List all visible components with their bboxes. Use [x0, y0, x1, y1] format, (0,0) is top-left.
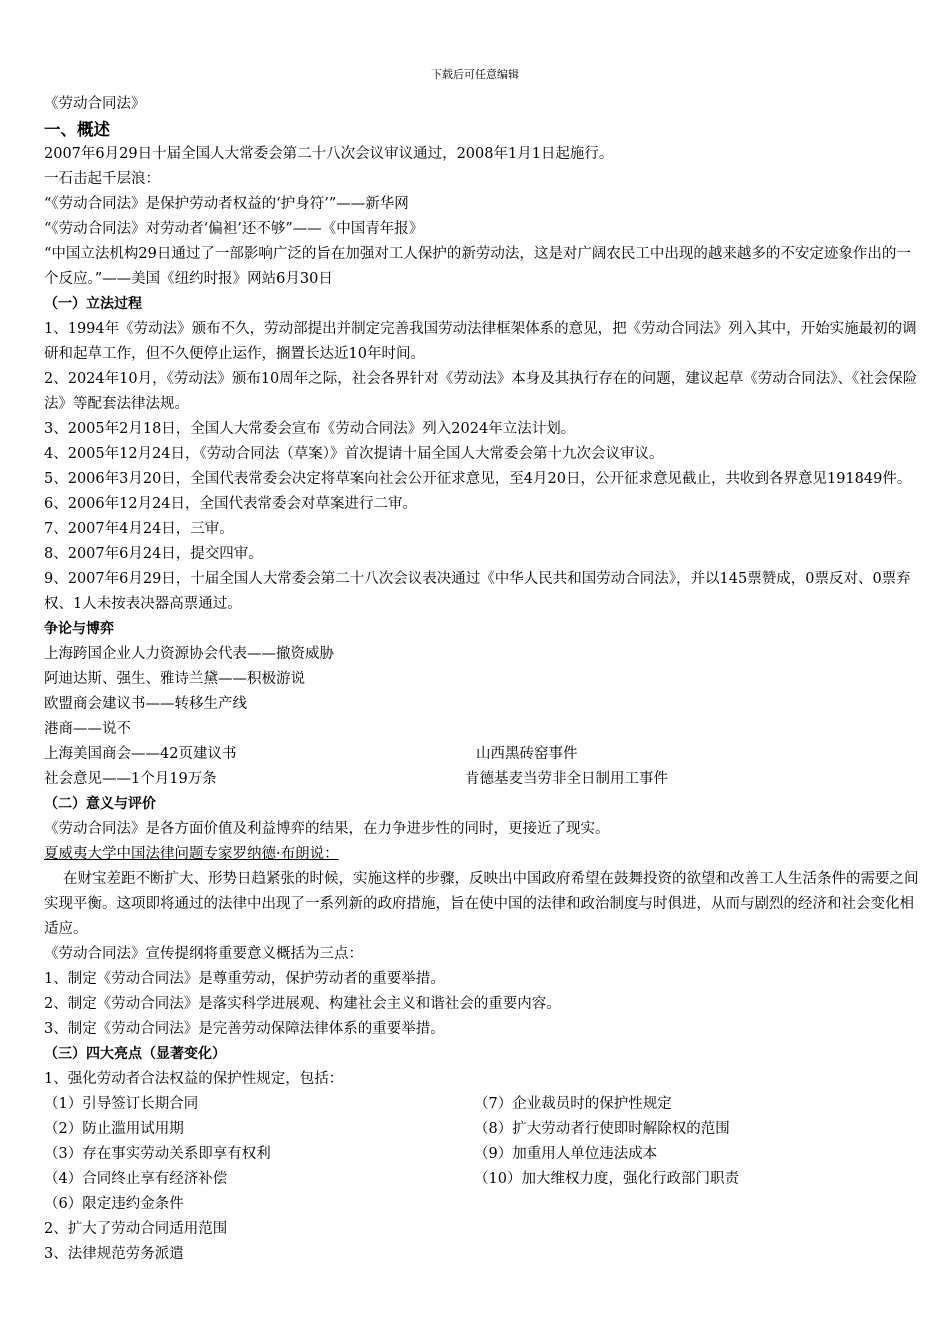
- highlight-right: （9）加重用人单位违法成本: [474, 1146, 658, 1162]
- debate-pair-right: 山西黑砖窑事件: [476, 746, 578, 762]
- debate-item: 上海跨国企业人力资源协会代表——撤资威胁: [44, 646, 334, 662]
- expert-name: 夏威夷大学中国法律问题专家罗纳德·布朗说：: [44, 846, 339, 862]
- summary-intro: 《劳动合同法》宣传提纲将重要意义概括为三点：: [44, 946, 363, 962]
- debate-item: 港商——说不: [44, 721, 131, 737]
- subsection-heading-meaning: （二）意义与评价: [44, 796, 156, 812]
- document-title: 《劳动合同法》: [44, 96, 146, 112]
- highlight-sub-item: （6）限定违约金条件: [44, 1196, 184, 1212]
- highlight-right: （10）加大维权力度，强化行政部门职责: [474, 1171, 739, 1187]
- debate-pair: [44, 767, 924, 792]
- summary-item: 2、制定《劳动合同法》是落实科学进展观、构建社会主义和谐社会的重要内容。: [44, 996, 561, 1012]
- subsection-heading-highlights: （三）四大亮点（显著变化）: [44, 1046, 226, 1062]
- process-item: 2、2024年10月，《劳动法》颁布10周年之际，社会各界针对《劳动法》本身及其执行存在的问题，建议起草《劳动合同法》、《社会保险法》等配套法律法规。: [44, 371, 918, 412]
- subsection-heading-debate: 争论与博弈: [44, 621, 114, 637]
- process-item: 8、2007年6月24日，提交四审。: [44, 546, 263, 562]
- debate-item: 阿迪达斯、强生、雅诗兰黛——积极游说: [44, 671, 305, 687]
- process-item: 7、2007年4月24日，三审。: [44, 521, 234, 537]
- meaning-paragraph: 《劳动合同法》是各方面价值及利益博弈的结果，在力争进步性的同时，更接近了现实。: [44, 821, 610, 837]
- debate-pair-left: 社会意见——1个月19万条: [44, 771, 217, 787]
- debate-pair-left: 上海美国商会——42页建议书: [44, 746, 237, 762]
- highlight-right: （8）扩大劳动者行使即时解除权的范围: [474, 1121, 730, 1137]
- expert-quote: 在财宝差距不断扩大、形势日趋紧张的时候，实施这样的步骤，反映出中国政府希望在鼓舞投资的欲望和改善工人生活条件的需要之间实现平衡。这项即将通过的法律中出现了一系列新的政府措施，旨在使中国的法律和政治制度与时俱进，从而与剧烈的经济和社会变化相适应。: [44, 871, 919, 937]
- highlight-pair: [44, 1117, 924, 1142]
- overview-quote: “《劳动合同法》是保护劳动者权益的‘护身符’”——新华网: [44, 196, 409, 212]
- highlight-left: （1）引导签订长期合同: [44, 1096, 199, 1112]
- highlight-left: （4）合同终止享有经济补偿: [44, 1171, 228, 1187]
- process-item: 4、2005年12月24日，《劳动合同法（草案）》首次提请十届全国人大常委会第十九次会议审议。: [44, 446, 664, 462]
- highlight-item: 2、扩大了劳动合同适用范围: [44, 1221, 228, 1237]
- process-item: 9、2007年6月29日，十届全国人大常委会第二十八次会议表决通过《中华人民共和国劳动合同法》，并以145票赞成，0票反对、0票弃权、1人未按表决器高票通过。: [44, 571, 911, 612]
- highlight-left: （2）防止滥用试用期: [44, 1121, 184, 1137]
- document-body: [44, 92, 924, 1267]
- highlight-right: （7）企业裁员时的保护性规定: [474, 1096, 672, 1112]
- process-item: 6、2006年12月24日，全国代表常委会对草案进行二审。: [44, 496, 418, 512]
- debate-pair-right: 肯德基麦当劳非全日制用工事件: [465, 771, 668, 787]
- overview-quote: “中国立法机构29日通过了一部影响广泛的旨在加强对工人保护的新劳动法，这是对广阔农民工中出现的越来越多的不安定迹象作出的一个反应。”——美国《纽约时报》网站6月30日: [44, 246, 911, 287]
- highlight-item: 1、强化劳动者合法权益的保护性规定，包括：: [44, 1071, 344, 1087]
- highlight-pair: [44, 1142, 924, 1167]
- overview-paragraph: 2007年6月29日十届全国人大常委会第二十八次会议审议通过，2008年1月1日起施行。: [44, 146, 614, 162]
- section-heading-overview: 一、概述: [44, 120, 110, 139]
- highlight-left: （3）存在事实劳动关系即享有权利: [44, 1146, 271, 1162]
- debate-pair: [44, 742, 924, 767]
- expert-attribution: [44, 842, 924, 867]
- process-item: 3、2005年2月18日，全国人大常委会宣布《劳动合同法》列入2024年立法计划。: [44, 421, 576, 437]
- highlight-item: 3、法律规范劳务派遣: [44, 1246, 184, 1262]
- subsection-heading-process: （一）立法过程: [44, 296, 142, 312]
- summary-item: 3、制定《劳动合同法》是完善劳动保障法律体系的重要举措。: [44, 1021, 445, 1037]
- overview-paragraph: 一石击起千层浪：: [44, 171, 160, 187]
- highlight-pair: [44, 1092, 924, 1117]
- overview-quote: “《劳动合同法》对劳动者‘偏袒’还不够”——《中国青年报》: [44, 221, 424, 237]
- highlight-pair: [44, 1167, 924, 1192]
- process-item: 1、1994年《劳动法》颁布不久，劳动部提出并制定完善我国劳动法律框架体系的意见，把《劳动合同法》列入其中，开始实施最初的调研和起草工作，但不久便停止运作，搁置长达近10年时间。: [44, 321, 917, 362]
- page-header: 下载后可任意编辑: [431, 68, 519, 81]
- debate-item: 欧盟商会建议书——转移生产线: [44, 696, 247, 712]
- summary-item: 1、制定《劳动合同法》是尊重劳动，保护劳动者的重要举措。: [44, 971, 445, 987]
- process-item: 5、2006年3月20日，全国代表常委会决定将草案向社会公开征求意见，至4月20日，公开征求意见截止，共收到各界意见191849件。: [44, 471, 912, 487]
